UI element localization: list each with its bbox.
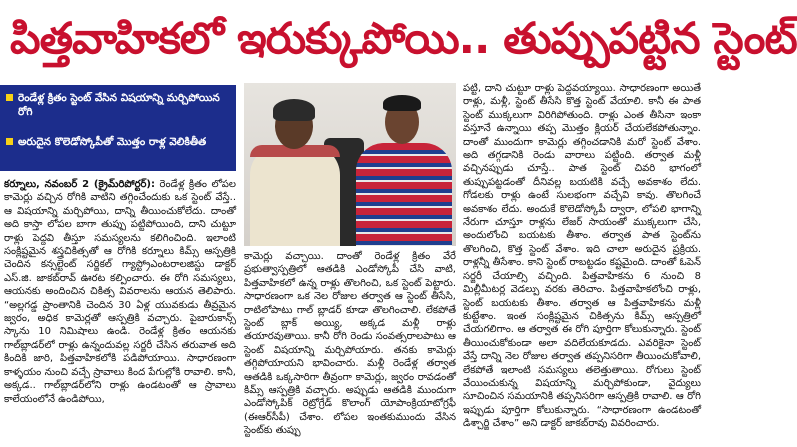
highlights-box — [0, 85, 236, 171]
article-column-2 — [244, 250, 456, 444]
highlight-item — [6, 135, 232, 149]
article-text: పట్టి, దాని చుట్టూ రాళ్లు పెద్దవయ్యాయి. సాధారణంగా అయితే రాళ్లు, మళ్లీ, స్టెంట్ తీసేసి కొత్త స్టెంట్ వేయాలి. కానీ ఈ పాత స్టెంట్ ముక్కలుగా విరిగిపోతుంది. రాళ్లు ఎంత తీసినా ఇంకా వస్తూనే ఉన్నాయి తప్ప మొత్తం క్లియర్ చేయలేకపోతున్నాం. దాంతో ముందుగా కామెర్లు తగ్గించడానికి మరో స్టెంట్ వేశాం. అది తగ్గడానికి రెండు వారాలు పట్టింది. తర్వాత మళ్లీ వచ్చినప్పుడు చూస్తే.. పాత స్టెంట్ చివరి భాగంలో తుప్పుపట్టడంతో దీనివల్ల బయటికి వచ్చే అవకాశం లేదు. గోడలకు రాళ్లు ఉంటే సులభంగా వచ్చేవి కావు. తొలగించే అవకాశం లేదు. అందుకే కొలెడోస్కోపీ ద్వారా, లోపలి భాగాన్ని నేరుగా చూస్తూ రాళ్లను లేజర్ సాయంతో ముక్కలుగా చేసి, అందులోంచి బయటకు తీశాం. తర్వాత పాత స్టెంట్‌ను తొలగించి, కొత్త స్టెంట్ వేశాం. ఇది చాలా అరుదైన ప్రక్రియ. రాళ్లన్నీ తీసేశాం. కాని స్టెంట్ రాబట్టడం కష్టమైంది. దాంతో ఓపెన్ సర్జరీ చేయాల్సి వచ్చింది. పిత్తవాహికను 6 నుంచి 8 మిల్లీమీటర్ల వెడల్పు వరకు తెరిచాం. పిత్తవాహికలోంచి రాళ్లు, స్టెంట్ బయటకు తీశాం. తర్వాత ఆ పిత్తవాహికను మళ్లీ కుట్టేశాం. ఇంత సంక్లిష్టమైన చికిత్సను కిమ్స్ ఆస్పత్రిలో చేయగలిగాం. ఆ తర్వాత ఈ రోగి పూర్తిగా కోలుకున్నారు. స్టెంట్ తీయించుకోకుండా అలా వదిలేయకూడదు. ఎవరికైనా స్టెంట్ వేస్తే దాన్ని నెల రోజుల తర్వాత తప్పనిసరిగా తీయించుకోవాలి, లేకపోతే ఇలాంటి సమస్యలు తలెత్తుతాయి. రోగులు స్టెంట్ వేయించుకున్న విషయాన్ని మర్చిపోకుండా, వైద్యులు సూచించిన సమయానికి తప్పనిసరిగా ఆస్పత్రికి రావాలి. ఆ రోగి ఇప్పుడు పూర్తిగా కోలుకున్నారు. “సాధారణంగా ఉండటంతో డిశ్చార్జి చేశాం” అని డాక్టర్ జాకబ్‌రావు వివరించారు. — [463, 83, 701, 430]
article-column-1 — [4, 178, 236, 444]
headline: పిత్తవాహికలో ఇరుక్కుపోయి.. తుప్పుపట్టిన స్టెంట్ — [10, 14, 797, 64]
man-figure — [356, 143, 452, 246]
bullet-square-icon — [6, 94, 13, 101]
article-photo — [244, 83, 456, 246]
bullet-square-icon — [6, 138, 13, 145]
highlight-item — [6, 91, 232, 119]
woman-figure — [250, 145, 340, 246]
highlight-text: రెండేళ్ల క్రితం స్టెంట్ వేసిన విషయాన్ని మర్చిపోయిన రోగి — [18, 92, 220, 118]
article-text: రెండేళ్ల క్రితం లోపల కామెర్లు వచ్చిన రోగికి వాటిని తగ్గించేందుకు ఒక స్టెంట్ వేస్తే.. ఆ విషయాన్ని మర్చిపోయి, దాన్ని తీయించుకోలేదు. దాంతో అది కాస్తా లోపల బాగా తుప్పు పట్టిపోయింది, దాని చుట్టూ రాళ్లు పెద్దవి తీస్తూ సమస్యలను కలిగించింది. ఇలాంటి సంక్లిష్టమైన శస్త్రచికిత్సతో ఆ రోగికి కర్నూలు కిమ్స్ ఆస్పత్రికి చెందిన కన్సల్టెంట్ సర్జికల్ గ్యాస్ట్రోఎంటరాలజిస్టు డాక్టర్ ఎస్.జి. జాకబ్‌రావ్ ఊరట కల్పించారు. ఈ రోగి సమస్యలు, ఆయనకు అందించిన చికిత్స వివరాలను ఆయన తెలిపారు. “అల్లగడ్డ ప్రాంతానికి చెందిన 30 ఏళ్ల యువకుడు తీవ్రమైన జ్వరం, అధిక కామెర్లతో ఆస్పత్రికి వచ్చారు. పైబారుకాన్స్ స్కాను 10 నిమిషాలు ఉండి. రెండేళ్ల క్రితం ఆయనకు గాల్‌బ్లాడర్‌లో రాళ్లు ఉన్నందువల్ల సర్జరీ చేసిన తరువాత అది కిందికి జారి, పిత్తవాహికలోకి పడిపోయాయి. సాధారణంగా కాళ్ళయం నుంచి వచ్చే స్రావాలు కింద పేగుల్లోకి రావాలి. కానీ, అక్కడ.. గాల్‌బ్లాడర్‌లోని రాళ్లు ఉండటంతో ఆ స్రావాలు కాలేయంలోనే ఉండిపోయి, — [4, 179, 236, 405]
article-column-3 — [463, 82, 701, 444]
headline-bar — [0, 0, 797, 78]
highlight-text: అరుదైన కొలెడోస్కోపీతో మొత్తం రాళ్ల వెలికితీత — [18, 136, 207, 148]
article-text: కామెర్లు వచ్చాయి. దాంతో రెండేళ్ల క్రితం వేరే ప్రభుత్వాస్పత్రిలో ఆతడికి ఎండోస్కోపీ చేసి వాటి, పిత్తవాహికలో ఉన్న రాళ్లు తొలగించి, ఒక స్టెంట్ పెట్టారు. సాధారణంగా ఒక నెల రోజుల తర్వాత ఆ స్టెంట్ తీసేసి, రాటిలోపాటు గాల్ బ్లాడర్ కూడా తొలగించాలి. లేకపోతే స్టెంట్ బ్లాక్ అయ్యి, అక్కడ మళ్లీ రాళ్లు తయారవుతాయి. కానీ రోగి రెండు సంవత్సరాలపాటు ఆ స్టెంట్ విషయాన్ని మర్చిపోయారు. తనకు కామెర్లు తగ్గిపోయాయని భావించారు. మళ్లీ రెండేళ్ల తర్వాత ఆతడికి ఒక్కసారిగా తీవ్రంగా కామెర్లు, జ్వరం రావడంతో కిమ్స్ ఆస్పత్రికి వచ్చారు. అప్పుడు ఆతడికి ముందుగా ఎండోస్కోపిక్ రెట్రోగ్రేడ్ కొలాంగ్ యోపాంక్రియాటోగ్రఫీ (ఈఆర్‌సీపీ) చేశాం. లోపల ఇంతకుముందు వేసిన స్టెంట్‌కు తుప్పు — [244, 251, 456, 437]
dateline: కర్నూలు, నవంబర్ 2 (క్రైమ్‌రిపోర్టర్): — [4, 179, 156, 190]
